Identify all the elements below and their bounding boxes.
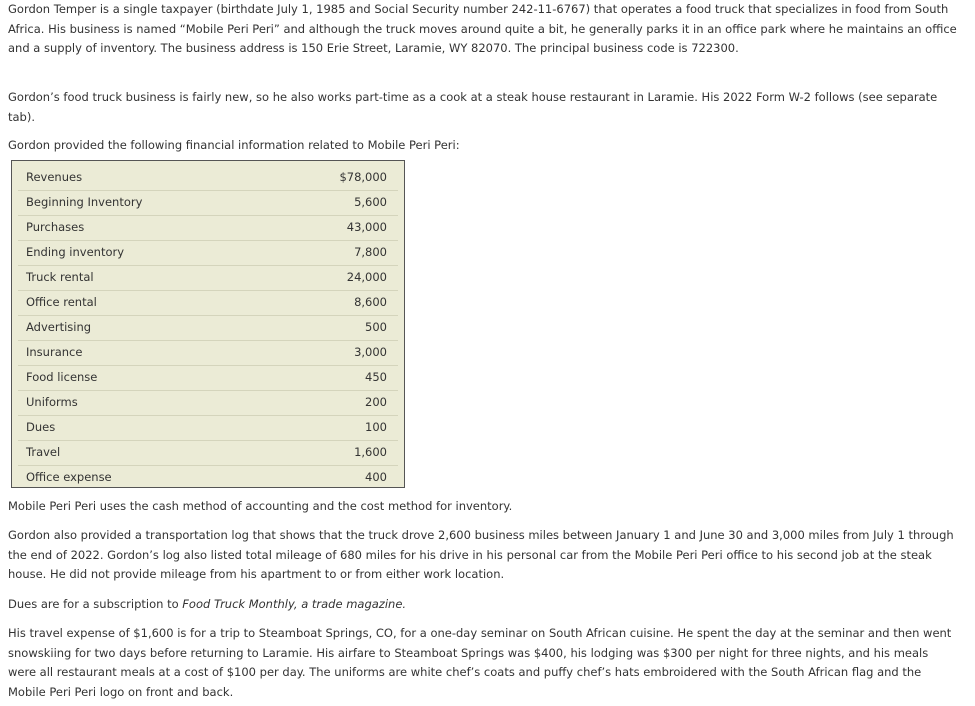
w2-paragraph: Gordon’s food truck business is fairly new, so he also works part-time as a cook at a steak house restaurant in Laramie. His 2022 Form W-2 follows (see separate tab). <box>8 90 938 124</box>
row-amount: 24,000 <box>346 270 387 284</box>
table-row <box>18 166 398 191</box>
row-label: Purchases <box>26 220 85 234</box>
table-row <box>18 441 398 466</box>
accounting-method-paragraph: Mobile Peri Peri uses the cash method of accounting and the cost method for inventory. <box>8 499 513 513</box>
row-amount: 450 <box>365 370 387 384</box>
row-amount: 200 <box>365 395 387 409</box>
row-amount: 500 <box>365 320 387 334</box>
table-row <box>18 316 398 341</box>
row-label: Truck rental <box>26 270 94 284</box>
dues-text: Dues are for a subscription to <box>8 597 183 611</box>
row-amount: 8,600 <box>354 295 387 309</box>
row-label: Travel <box>26 445 61 459</box>
row-label: Dues <box>26 420 56 434</box>
table-row <box>18 466 398 491</box>
intro-paragraph: Gordon Temper is a single taxpayer (birthdate July 1, 1985 and Social Security number 242-11-6767) that operates a food truck that specializes in food from South Africa. His business is named “Mobile Peri Peri” and although the truck moves around quite a bit, he generally parks it in an office park where he maintains an office and a supply of inventory. The business address is 150 Erie Street, Laramie, WY 82070. The principal business code is 722300. <box>8 2 957 55</box>
row-amount: 100 <box>365 420 387 434</box>
financial-intro-paragraph: Gordon provided the following financial information related to Mobile Peri Peri: <box>8 138 460 152</box>
table-row <box>18 341 398 366</box>
table-row <box>18 291 398 316</box>
row-label: Revenues <box>26 170 83 184</box>
row-label: Beginning Inventory <box>26 195 143 209</box>
table-row <box>18 241 398 266</box>
dues-magazine-title: Food Truck Monthly, a trade magazine. <box>182 597 407 611</box>
table-row <box>18 391 398 416</box>
row-amount: 5,600 <box>354 195 387 209</box>
row-amount: 400 <box>365 470 387 484</box>
table-row <box>18 266 398 291</box>
row-amount: 7,800 <box>354 245 387 259</box>
dues-paragraph <box>8 595 958 615</box>
travel-paragraph: His travel expense of $1,600 is for a trip to Steamboat Springs, CO, for a one-day seminar on South African cuisine. He spent the day at the seminar and then went snowskiing for two days before returning to Laramie. His airfare to Steamboat Springs was $400, his lodging was $300 per night for three nights, and his meals were all restaurant meals at a cost of $100 per day. The uniforms are white chef’s coats and puffy chef’s hats embroidered with the South African flag and the Mobile Peri Peri logo on front and back. <box>8 626 952 699</box>
row-amount: 43,000 <box>346 220 387 234</box>
table-row <box>18 191 398 216</box>
table-row <box>18 366 398 391</box>
row-label: Insurance <box>26 345 83 359</box>
financial-table <box>11 160 405 488</box>
table-row <box>18 416 398 441</box>
row-amount: 3,000 <box>354 345 387 359</box>
row-label: Food license <box>26 370 98 384</box>
row-amount: $78,000 <box>339 170 387 184</box>
row-amount: 1,600 <box>354 445 387 459</box>
row-label: Office rental <box>26 295 97 309</box>
row-label: Uniforms <box>26 395 78 409</box>
transportation-paragraph: Gordon also provided a transportation log that shows that the truck drove 2,600 business miles between January 1 and June 30 and 3,000 miles from July 1 through the end of 2022. Gordon’s log also listed total mileage of 680 miles for his drive in his personal car from the Mobile Peri Peri office to his second job at the steak house. He did not provide mileage from his apartment to or from either work location. <box>8 528 954 581</box>
table-row <box>18 216 398 241</box>
row-label: Ending inventory <box>26 245 125 259</box>
row-label: Advertising <box>26 320 92 334</box>
row-label: Office expense <box>26 470 112 484</box>
